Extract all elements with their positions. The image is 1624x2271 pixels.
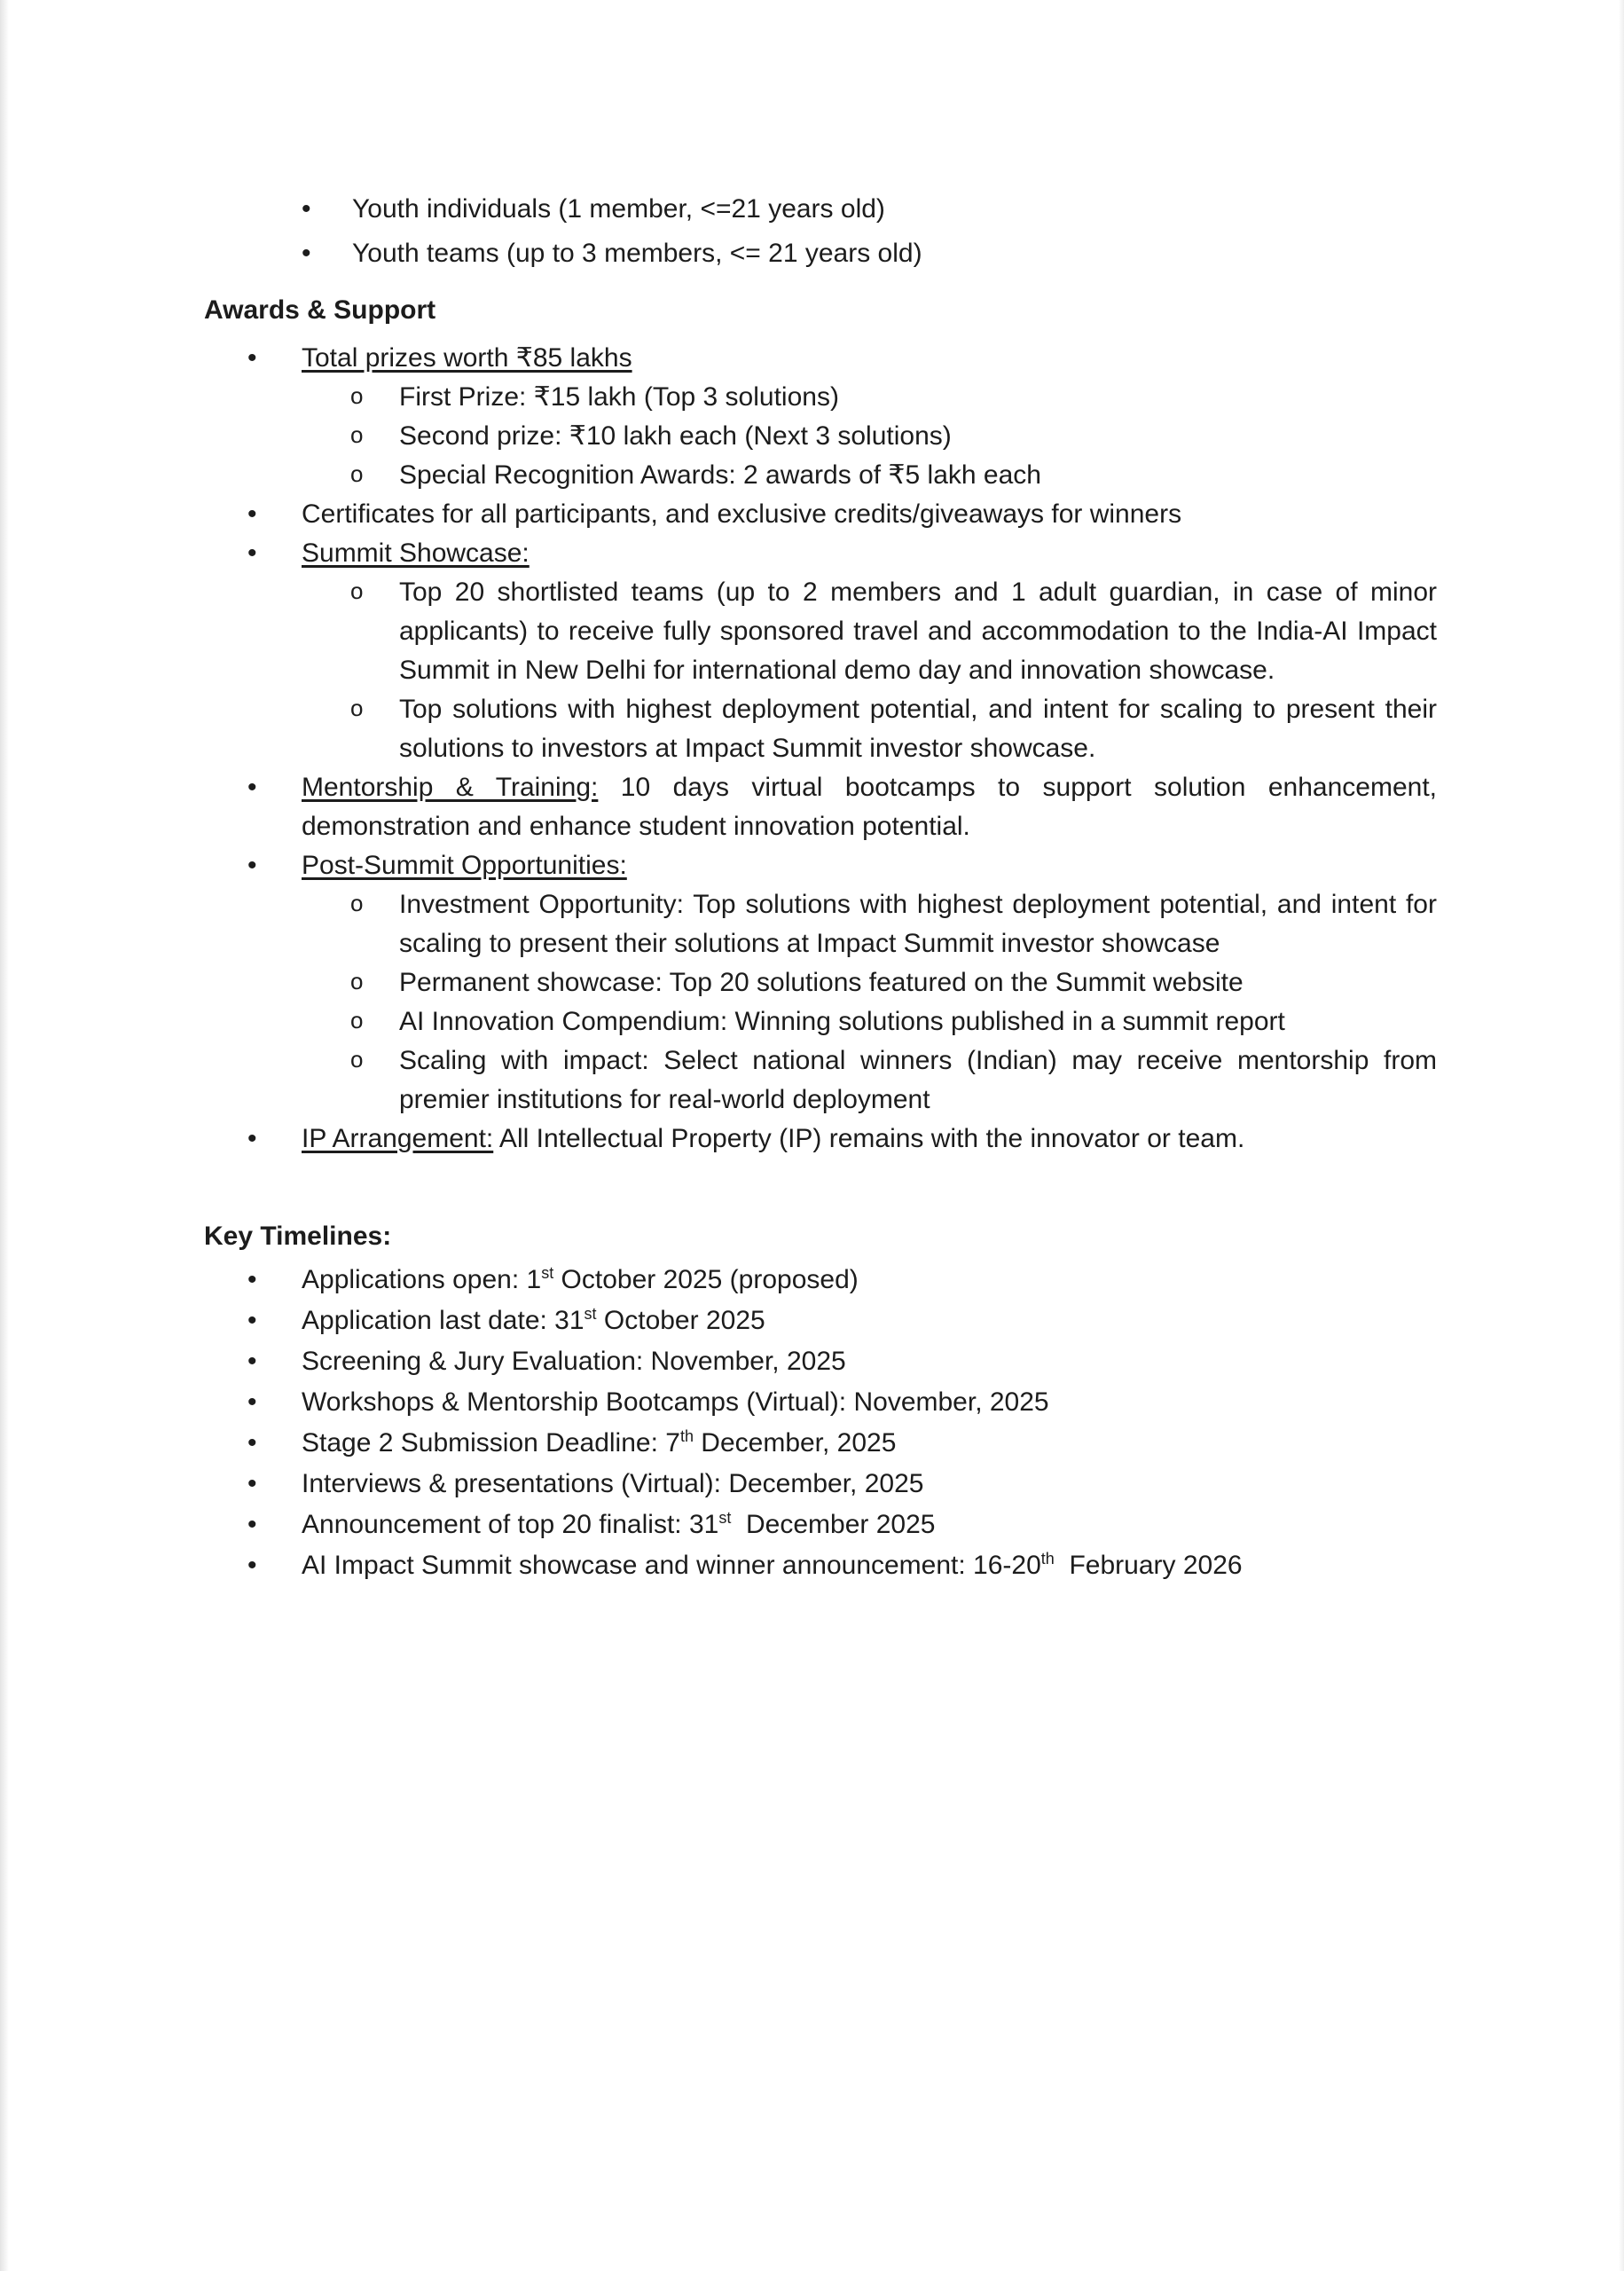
mentorship-text: 10 days virtual bootcamps to support solution enhancement, demonstration and enhance student innovation potential. (302, 773, 1437, 841)
timeline-item: • Workshops & Mentorship Bootcamps (Virtual): November, 2025 (204, 1382, 1437, 1423)
sub-list-item: o Top 20 shortlisted teams (up to 2 members and 1 adult guardian, in case of minor applicants) to receive fully sponsored travel and accommodation to the India-AI Impact Summit in New Delhi for international demo day and innovation showcase. (204, 573, 1437, 690)
timeline-item (204, 1301, 1437, 1341)
ordinal-suffix: st (541, 1264, 554, 1282)
sub-list-item: o Investment Opportunity: Top solutions with highest deployment potential, and intent for scaling to present their solutions at Impact Summit investor showcase (204, 885, 1437, 963)
timeline-item: • Screening & Jury Evaluation: November, 2025 (204, 1341, 1437, 1382)
summit-showcase-label: Summit Showcase: (302, 538, 530, 568)
list-item: • Youth individuals (1 member, <=21 years old) (204, 190, 1437, 229)
sub-list-item: o Second prize: ₹10 lakh each (Next 3 solutions) (204, 417, 1437, 456)
list-item-mentorship (204, 768, 1437, 846)
showcase-sublist (204, 573, 1437, 768)
total-prizes-label: Total prizes worth ₹85 lakhs (302, 343, 632, 373)
timeline-text: October 2025 (596, 1306, 765, 1335)
timeline-item (204, 1423, 1437, 1464)
timeline-item (204, 1505, 1437, 1545)
list-item: • Youth teams (up to 3 members, <= 21 years old) (204, 234, 1437, 273)
timeline-text: Applications open: 1 (302, 1265, 542, 1294)
timeline-item (204, 1260, 1437, 1301)
awards-heading: Awards & Support (204, 295, 436, 325)
ip-text: All Intellectual Property (IP) remains with the innovator or team. (493, 1124, 1245, 1153)
timeline-item: • Interviews & presentations (Virtual): December, 2025 (204, 1464, 1437, 1505)
page-scan-edge (0, 0, 9, 2271)
timeline-text: Application last date: 31 (302, 1306, 584, 1335)
sub-list-item: o Special Recognition Awards: 2 awards of ₹5 lakh each (204, 456, 1437, 495)
list-item-post-summit (204, 846, 1437, 1120)
timeline-item (204, 1545, 1437, 1586)
timeline-text: Stage 2 Submission Deadline: 7 (302, 1428, 680, 1458)
ordinal-suffix: th (679, 1427, 694, 1445)
awards-list (204, 339, 1437, 1159)
timeline-text: AI Impact Summit showcase and winner announcement: 16-20 (302, 1551, 1041, 1580)
mentorship-label: Mentorship & Training: (302, 773, 599, 802)
eligibility-list (204, 190, 1437, 273)
document-page (204, 190, 1437, 1586)
timeline-text: Announcement of top 20 finalist: 31 (302, 1510, 719, 1539)
list-item-total-prizes (204, 339, 1437, 495)
post-summit-sublist (204, 885, 1437, 1120)
timelines-heading: Key Timelines: (204, 1222, 392, 1251)
list-item-summit-showcase (204, 534, 1437, 768)
timeline-text: December, 2025 (693, 1428, 897, 1458)
ordinal-suffix: st (718, 1509, 732, 1527)
list-item-certificates: • Certificates for all participants, and exclusive credits/giveaways for winners (204, 495, 1437, 534)
page-scan-edge-right (1619, 0, 1624, 2271)
timelines-list (204, 1260, 1437, 1586)
timeline-text: February 2026 (1054, 1551, 1243, 1580)
sub-list-item: o First Prize: ₹15 lakh (Top 3 solutions) (204, 378, 1437, 417)
ordinal-suffix: th (1040, 1550, 1055, 1568)
timeline-text: December 2025 (731, 1510, 936, 1539)
sub-list-item: o Permanent showcase: Top 20 solutions featured on the Summit website (204, 963, 1437, 1002)
sub-list-item: o Scaling with impact: Select national winners (Indian) may receive mentorship from premier institutions for real-world deployment (204, 1041, 1437, 1120)
list-item-ip (204, 1120, 1437, 1159)
ordinal-suffix: st (584, 1305, 597, 1323)
sub-list-item: o AI Innovation Compendium: Winning solutions published in a summit report (204, 1002, 1437, 1041)
post-summit-label: Post-Summit Opportunities: (302, 851, 627, 880)
sub-list-item: o Top solutions with highest deployment potential, and intent for scaling to present their solutions to investors at Impact Summit investor showcase. (204, 690, 1437, 768)
ip-label: IP Arrangement: (302, 1124, 494, 1153)
prizes-sublist (204, 378, 1437, 495)
timeline-text: October 2025 (proposed) (553, 1265, 859, 1294)
